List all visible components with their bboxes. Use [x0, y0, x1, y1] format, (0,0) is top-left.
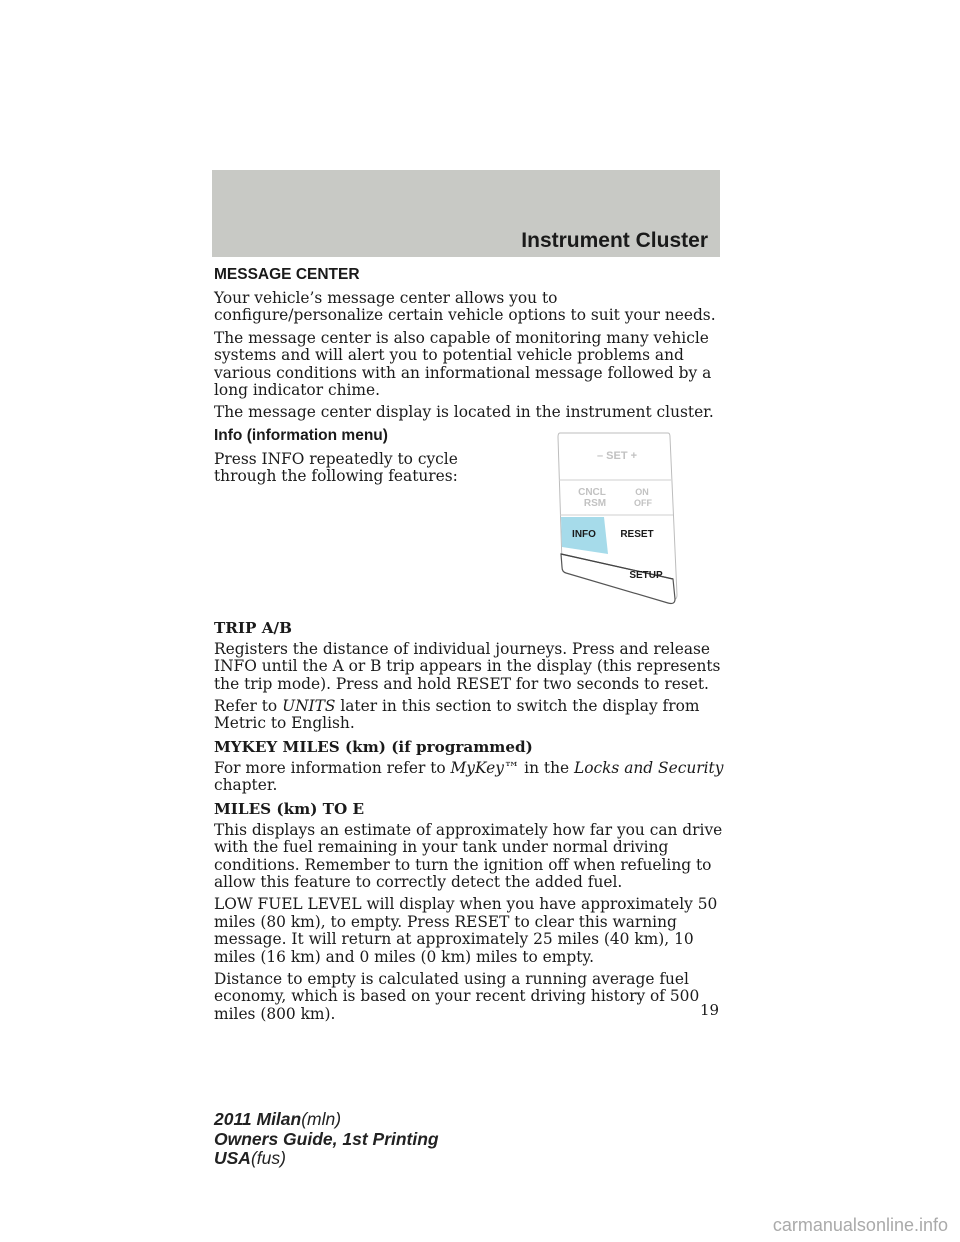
units-reference: UNITS: [282, 697, 336, 716]
section-title: Instrument Cluster: [521, 229, 708, 252]
miles-to-e-paragraph-1: This displays an estimate of approximately how far you can drive with the fuel remaining in your tank under normal driving conditions. Remember to turn the ignition off when refueling to allow this feature to correctly detect the added fuel.: [214, 820, 723, 891]
trip-paragraph-2: Refer to UNITS later in this section to switch the display from Metric to English.: [214, 697, 700, 733]
cncl-label: CNCL: [578, 486, 606, 498]
rsm-label: RSM: [583, 497, 607, 509]
page-number: 19: [700, 1001, 720, 1019]
info-button-label: INFO: [572, 528, 596, 540]
message-center-paragraph-2: The message center is also capable of monitoring many vehicle systems and will alert you to potential vehicle problems and various conditions with an informational message followed by a long indicator chime.: [214, 328, 712, 400]
off-label: OFF: [634, 497, 652, 508]
on-label: ON: [635, 486, 649, 497]
message-center-paragraph-1: Your vehicle’s message center allows you to configure/personalize certain vehicle options to suit your needs.: [214, 289, 716, 325]
message-center-paragraph-3: The message center display is located in the instrument cluster.: [214, 403, 714, 422]
mykey-heading: MYKEY MILES (km) (if programmed): [214, 737, 533, 756]
trip-paragraph-1: Registers the distance of individual journeys. Press and release INFO until the A or B trip appears in the display (this represents the trip mode). Press and hold RESET for two seconds to reset.: [214, 639, 721, 693]
setup-button-label: SETUP: [629, 569, 663, 581]
footer-line-3: USA(fus): [214, 1148, 286, 1168]
info-menu-heading: Info (information menu): [214, 426, 388, 444]
message-center-heading: MESSAGE CENTER: [214, 266, 360, 283]
mykey-reference: MyKey™: [450, 758, 520, 777]
set-label: – SET +: [596, 449, 638, 462]
miles-to-e-paragraph-3: Distance to empty is calculated using a running average fuel economy, which is based on your recent driving history of 500 miles (800 km).: [214, 969, 700, 1023]
footer-line-1: 2011 Milan(mln): [214, 1109, 342, 1129]
miles-to-e-heading: MILES (km) TO E: [214, 799, 365, 818]
reset-button-label: RESET: [620, 528, 654, 540]
miles-to-e-paragraph-2: LOW FUEL LEVEL will display when you have approximately 50 miles (80 km), to empty. Press RESET to clear this warning message. It will return at approximately 25 miles (40 km), 10 miles (16 km) and 0 miles (0 km) miles to empty.: [214, 895, 718, 966]
steering-control-panel-illustration: [544, 429, 684, 605]
footer-line-2: Owners Guide, 1st Printing: [214, 1128, 439, 1149]
trip-heading: TRIP A/B: [214, 618, 292, 637]
mykey-paragraph: For more information refer to MyKey™ in the Locks and Security chapter.: [214, 758, 724, 795]
section-header-band: [212, 170, 720, 257]
locks-security-reference: Locks and Security: [574, 758, 724, 777]
info-menu-row: [214, 451, 724, 619]
document-footer: [214, 1110, 439, 1169]
info-menu-paragraph: Press INFO repeatedly to cycle through the following features:: [214, 449, 458, 486]
page-content: [214, 266, 724, 1028]
watermark: carmanualsonline.info: [772, 1215, 948, 1235]
